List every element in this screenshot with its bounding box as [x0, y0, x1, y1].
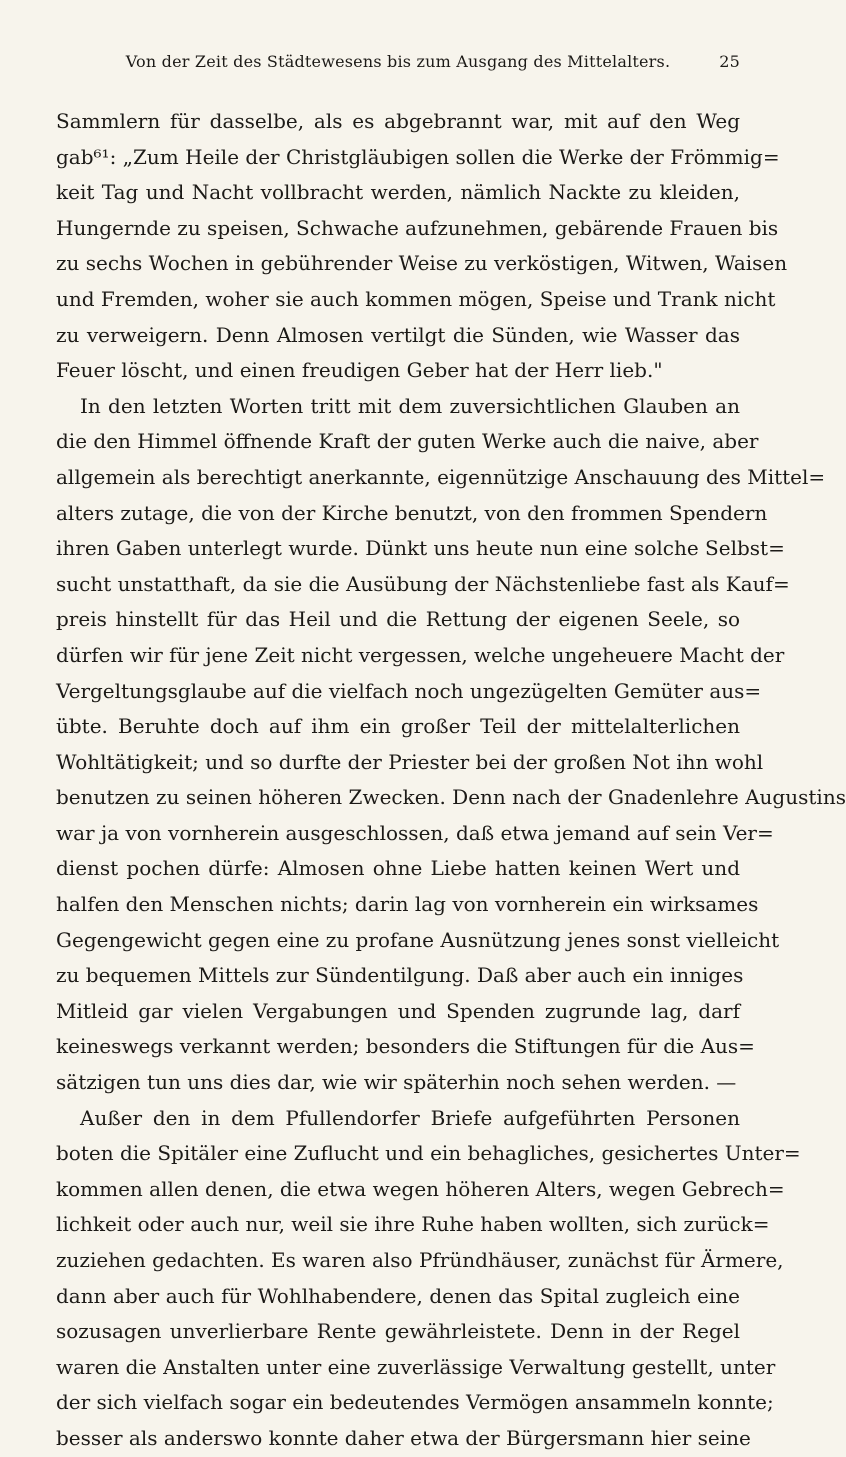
- running-title: Von der Zeit des Städtewesens bis zum Ausgang des Mittelalters.: [125, 52, 671, 71]
- text-line: boten die Spitäler eine Zuflucht und ein behagliches, gesichertes Unter=: [56, 1141, 801, 1166]
- text-line: gab⁶¹: „Zum Heile der Christgläubigen sollen die Werke der Frömmig=: [56, 144, 780, 169]
- text-line: Mitleid gar vielen Vergabungen und Spenden zugrunde lag, darf: [56, 998, 740, 1023]
- body-text: [56, 104, 846, 1457]
- text-line: preis hinstellt für das Heil und die Rettung der eigenen Seele, so: [56, 607, 740, 632]
- text-line: allgemein als berechtigt anerkannte, eigennützige Anschauung des Mittel=: [56, 464, 826, 489]
- text-line: zu bequemen Mittels zur Sündentilgung. Daß aber auch ein inniges: [56, 963, 744, 988]
- text-line: lichkeit oder auch nur, weil sie ihre Ruhe haben wollten, sich zurück=: [56, 1212, 770, 1237]
- text-line: keineswegs verkannt werden; besonders die Stiftungen für die Aus=: [56, 1034, 755, 1059]
- text-line: war ja von vornherein ausgeschlossen, daß etwa jemand auf sein Ver=: [56, 820, 774, 845]
- text-line: Vergeltungsglaube auf die vielfach noch ungezügelten Gemüter aus=: [56, 678, 762, 703]
- text-line: keit Tag und Nacht vollbracht werden, nämlich Nackte zu kleiden,: [56, 180, 740, 205]
- text-line: Sammlern für dasselbe, als es abgebrannt war, mit auf den Weg: [56, 109, 740, 133]
- text-line: zu verweigern. Denn Almosen vertilgt die Sünden, wie Wasser das: [56, 322, 740, 347]
- text-line: Wohltätigkeit; und so durfte der Priester bei der großen Not ihn wohl: [56, 749, 764, 774]
- text-line: kommen allen denen, die etwa wegen höheren Alters, wegen Gebrech=: [56, 1176, 785, 1201]
- text-line: Hungernde zu speisen, Schwache aufzunehmen, gebärende Frauen bis: [56, 215, 779, 240]
- page-number: 25: [719, 52, 740, 71]
- text-line: dienst pochen dürfe: Almosen ohne Liebe hatten keinen Wert und: [56, 856, 740, 881]
- running-header: [56, 52, 740, 82]
- text-line: sätzigen tun uns dies dar, wie wir späterhin noch sehen werden. —: [56, 1070, 737, 1095]
- text-line: zu sechs Wochen in gebührender Weise zu verköstigen, Witwen, Waisen: [56, 251, 788, 276]
- text-line: Gegengewicht gegen eine zu profane Ausnützung jenes sonst vielleicht: [56, 927, 780, 952]
- text-line: alters zutage, die von der Kirche benutzt, von den frommen Spendern: [56, 500, 768, 525]
- text-line: zuziehen gedachten. Es waren also Pfründhäuser, zunächst für Ärmere,: [56, 1248, 784, 1272]
- text-line: übte. Beruhte doch auf ihm ein großer Teil der mittelalterlichen: [56, 714, 740, 739]
- text-line: waren die Anstalten unter eine zuverlässige Verwaltung gestellt, unter: [56, 1354, 776, 1379]
- text-line: dann aber auch für Wohlhabendere, denen das Spital zugleich eine: [56, 1283, 740, 1308]
- text-line: die den Himmel öffnende Kraft der guten Werke auch die naive, aber: [56, 429, 759, 454]
- text-line: sucht unstatthaft, da sie die Ausübung der Nächstenliebe fast als Kauf=: [56, 571, 790, 596]
- text-line: der sich vielfach sogar ein bedeutendes Vermögen ansammeln konnte;: [56, 1390, 774, 1415]
- text-line: Feuer löscht, und einen freudigen Geber hat der Herr lieb.": [56, 358, 663, 383]
- text-line: und Fremden, woher sie auch kommen mögen, Speise und Trank nicht: [56, 286, 776, 311]
- text-line: Außer den in dem Pfullendorfer Briefe aufgeführten Personen: [80, 1105, 740, 1130]
- text-line: halfen den Menschen nichts; darin lag von vornherein ein wirksames: [56, 892, 759, 917]
- text-line: In den letzten Worten tritt mit dem zuversichtlichen Glauben an: [80, 393, 740, 418]
- text-line: dürfen wir für jene Zeit nicht vergessen, welche ungeheuere Macht der: [56, 642, 785, 667]
- text-line: ihren Gaben unterlegt wurde. Dünkt uns heute nun eine solche Selbst=: [56, 536, 785, 561]
- text-line: benutzen zu seinen höheren Zwecken. Denn nach der Gnadenlehre Augustins: [56, 785, 846, 810]
- text-line: besser als anderswo konnte daher etwa der Bürgersmann hier seine: [56, 1425, 751, 1450]
- text-line: sozusagen unverlierbare Rente gewährleistete. Denn in der Regel: [56, 1319, 740, 1344]
